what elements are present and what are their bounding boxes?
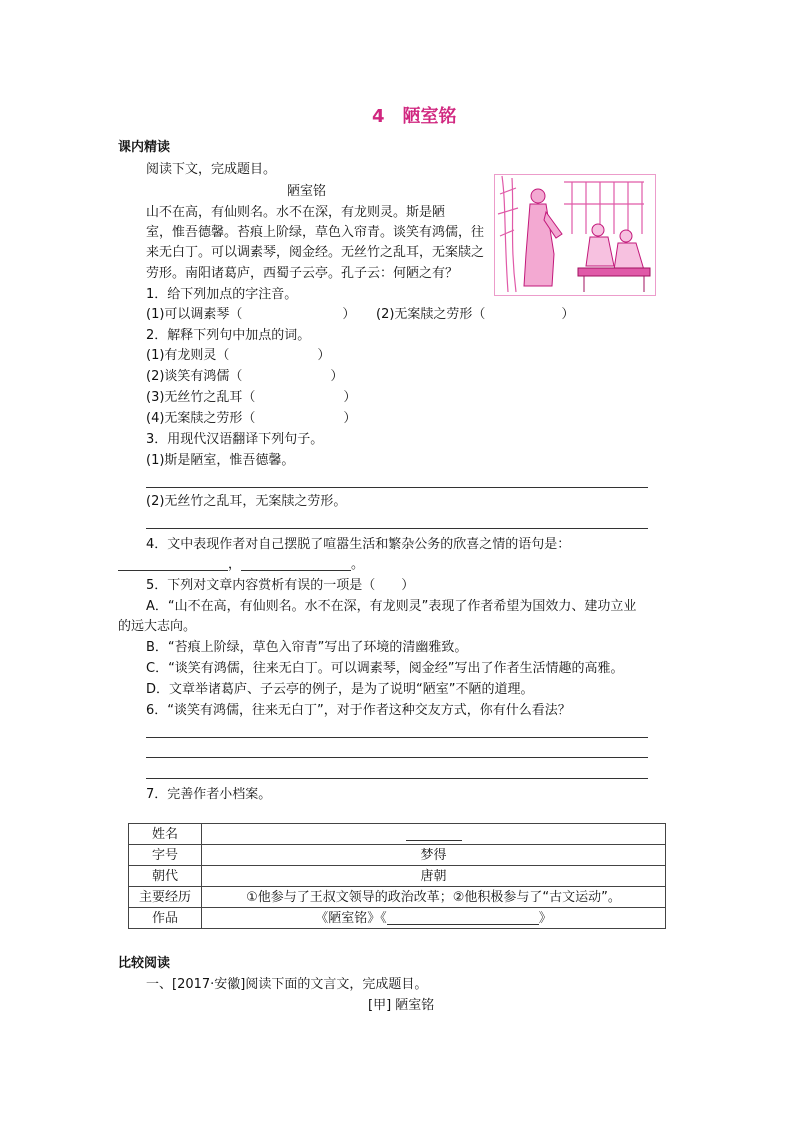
q2-item-close: ） <box>343 411 357 426</box>
passage-title: 陋室铭 <box>287 184 327 199</box>
table-row <box>129 908 666 929</box>
q4-end: 。 <box>351 557 365 572</box>
q1-b-text: (2)无案牍之劳形（ <box>376 307 486 322</box>
section-heading-in-class: 课内精读 <box>118 140 171 155</box>
question-3-sentence-2: (2)无丝竹之乱耳，无案牍之劳形。 <box>146 494 347 509</box>
row-value: 唐朝 <box>202 866 666 887</box>
q2-item-close: ） <box>330 369 344 384</box>
lesson-title: 4 陋室铭 <box>372 106 457 127</box>
question-2-item <box>146 410 356 428</box>
question-5-option-c: C．“谈笑有鸿儒，往来无白丁。可以调素琴，阅金经”写出了作者生活情趣的高雅。 <box>146 661 624 676</box>
name-cell <box>202 824 666 845</box>
question-5-option-d: D．文章举诸葛庐、子云亭的例子，是为了说明“陋室”不陋的道理。 <box>146 682 534 697</box>
q1-b-close: ） <box>561 307 575 322</box>
section-heading-compare: 比较阅读 <box>118 956 171 971</box>
q1-a-text: (1)可以调素琴（ <box>146 307 243 322</box>
answer-line[interactable] <box>146 737 648 738</box>
author-profile-table <box>128 823 666 929</box>
instruction: 阅读下文，完成题目。 <box>146 162 277 177</box>
question-2-item <box>146 347 330 365</box>
question-7-stem: 7．完善作者小档案。 <box>146 787 272 802</box>
question-2-stem: 2．解释下列句中加点的词。 <box>146 328 311 343</box>
table-row <box>129 866 666 887</box>
passage-line: 劳形。南阳诸葛庐，西蜀子云亭。孔子云：何陋之有？ <box>146 266 459 281</box>
passage-line: 室，惟吾德馨。苔痕上阶绿，草色入帘青。谈笑有鸿儒，往 <box>146 225 485 240</box>
row-value: ①他参与了王叔文领导的政治改革；②他积极参与了“古文运动”。 <box>202 887 666 908</box>
row-label: 主要经历 <box>129 887 202 908</box>
question-1-item-b <box>376 306 574 324</box>
answer-line[interactable] <box>146 778 648 779</box>
table-row <box>129 887 666 908</box>
works-cell <box>202 908 666 929</box>
scholar-illustration <box>494 174 656 296</box>
answer-blank[interactable] <box>241 556 351 571</box>
answer-line[interactable] <box>146 528 648 529</box>
row-label: 字号 <box>129 845 202 866</box>
question-3-stem: 3．用现代汉语翻译下列句子。 <box>146 432 324 447</box>
question-2-item <box>146 368 343 386</box>
q1-a-close: ） <box>342 307 356 322</box>
question-5-option-a-cont: 的远大志向。 <box>118 619 197 634</box>
question-1-stem: 1．给下列加点的字注音。 <box>146 287 298 302</box>
answer-line[interactable] <box>146 487 648 488</box>
question-5-option-b: B．“苔痕上阶绿，草色入帘青”写出了环境的清幽雅致。 <box>146 640 468 655</box>
question-4-stem: 4．文中表现作者对自己摆脱了喧嚣生活和繁杂公务的欣喜之情的语句是： <box>146 537 571 552</box>
row-label: 朝代 <box>129 866 202 887</box>
q4-sep: ， <box>228 557 242 572</box>
question-3-sentence-1: (1)斯是陋室，惟吾德馨。 <box>146 453 295 468</box>
answer-line[interactable] <box>146 757 648 758</box>
q2-item-text: (4)无案牍之劳形（ <box>146 411 256 426</box>
q2-item-text: (2)谈笑有鸿儒（ <box>146 369 243 384</box>
row-label: 姓名 <box>129 824 202 845</box>
q2-item-text: (3)无丝竹之乱耳（ <box>146 390 256 405</box>
passage-line: 山不在高，有仙则名。水不在深，有龙则灵。斯是陋 <box>146 205 446 220</box>
answer-blank[interactable] <box>387 910 539 925</box>
question-1-item-a <box>146 306 355 324</box>
question-2-item <box>146 389 356 407</box>
table-row <box>129 824 666 845</box>
q2-item-text: (1)有龙则灵（ <box>146 348 230 363</box>
passage-line: 来无白丁。可以调素琴，阅金经。无丝竹之乱耳，无案牍之 <box>146 245 485 260</box>
answer-blank[interactable] <box>118 556 228 571</box>
answer-blank[interactable] <box>406 826 462 841</box>
question-6-stem: 6．“谈笑有鸿儒，往来无白丁”，对于作者这种交友方式，你有什么看法？ <box>146 703 571 718</box>
q2-item-close: ） <box>317 348 331 363</box>
row-label: 作品 <box>129 908 202 929</box>
table-row <box>129 845 666 866</box>
row-value: 梦得 <box>202 845 666 866</box>
compare-intro: 一、[2017·安徽]阅读下面的文言文，完成题目。 <box>146 977 428 992</box>
works-suffix: 》 <box>538 910 552 926</box>
works-prefix: 《陋室铭》《 <box>315 910 387 926</box>
question-5-option-a: A．“山不在高，有仙则名。水不在深，有龙则灵”表现了作者希望为国效力、建功立业 <box>146 599 637 614</box>
question-4-answer <box>118 556 364 574</box>
compare-subtitle: [甲] 陋室铭 <box>368 998 435 1013</box>
q2-item-close: ） <box>343 390 357 405</box>
question-5-stem: 5．下列对文章内容赏析有误的一项是（ ） <box>146 578 415 593</box>
